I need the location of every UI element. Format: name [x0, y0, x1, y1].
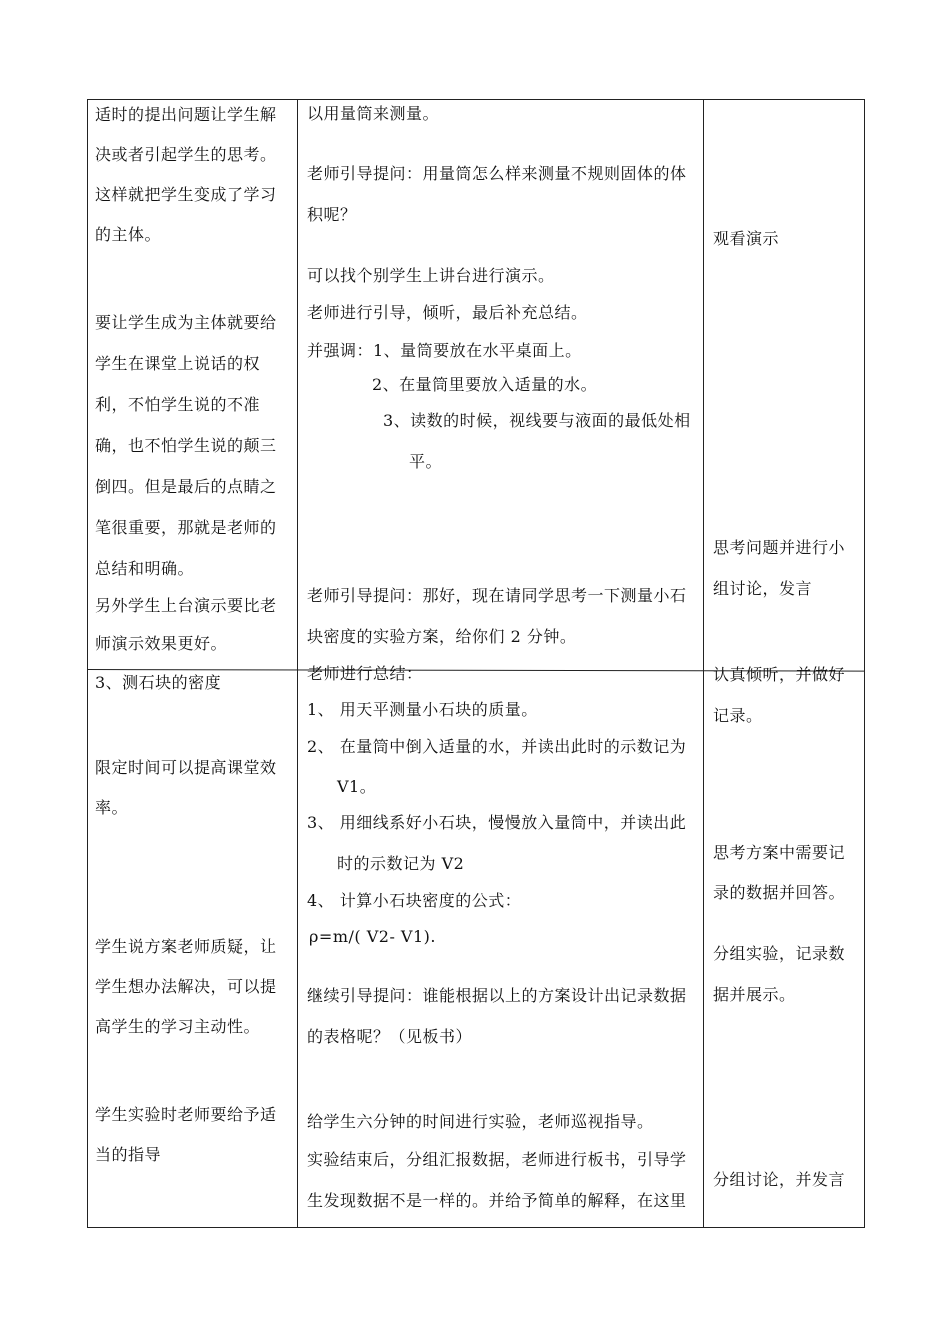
left-text-line: 这样就把学生变成了学习: [95, 185, 277, 204]
left-text-line: 总结和明确。: [95, 559, 195, 578]
column-divider-1: [297, 99, 298, 1228]
table-top-border: [87, 99, 865, 100]
middle-text-line: 块密度的实验方案，给你们 2 分钟。: [307, 627, 577, 646]
right-text-line: 思考方案中需要记: [713, 843, 846, 862]
left-text-line: 学生在课堂上说话的权: [95, 354, 261, 373]
middle-text-line: 可以找个别学生上讲台进行演示。: [307, 266, 555, 285]
left-text-line: 适时的提出问题让学生解: [95, 105, 277, 124]
right-text-line: 分组实验，记录数: [713, 944, 846, 963]
left-text-line: 的主体。: [95, 225, 162, 244]
middle-text-line: 2、 在量筒中倒入适量的水，并读出此时的示数记为: [307, 737, 687, 756]
column-divider-2: [703, 99, 704, 1228]
right-text-line: 记录。: [713, 706, 763, 725]
middle-text-line: 实验结束后，分组汇报数据，老师进行板书，引导学: [307, 1150, 687, 1169]
right-text-line: 思考问题并进行小: [713, 538, 846, 557]
middle-text-line: 以用量筒来测量。: [307, 104, 440, 123]
left-text-line: 学生实验时老师要给予适: [95, 1105, 277, 1124]
table-right-border: [864, 99, 865, 1228]
table-bottom-border: [87, 1227, 865, 1228]
middle-text-line: 积呢？: [307, 205, 357, 224]
middle-text-line: 老师进行总结：: [307, 664, 423, 683]
middle-text-line: 老师引导提问：用量筒怎么样来测量不规则固体的体: [307, 164, 687, 183]
right-text-line: 据并展示。: [713, 985, 796, 1004]
middle-text-line: 生发现数据不是一样的。并给予简单的解释，在这里: [307, 1191, 687, 1210]
left-text-line: 学生说方案老师质疑，让: [95, 937, 277, 956]
density-formula: ρ=m/( V2- V1).: [309, 927, 436, 946]
middle-text-line: 3、 用细线系好小石块，慢慢放入量筒中，并读出此: [307, 813, 687, 832]
left-text-line: 率。: [95, 798, 129, 817]
middle-text-line: 4、 计算小石块密度的公式：: [307, 891, 522, 910]
right-text-line: 认真倾听，并做好: [713, 665, 846, 684]
middle-text-line: 平。: [409, 452, 443, 471]
left-text-line: 师演示效果更好。: [95, 634, 228, 653]
left-text-line: 笔很重要，那就是老师的: [95, 518, 277, 537]
left-text-line: 要让学生成为主体就要给: [95, 313, 277, 332]
left-text-line: 学生想办法解决，可以提: [95, 977, 277, 996]
right-text-line: 观看演示: [713, 229, 780, 248]
left-text-line: 决或者引起学生的思考。: [95, 145, 277, 164]
left-text-line: 限定时间可以提高课堂效: [95, 758, 277, 777]
left-text-line: 倒四。但是最后的点睛之: [95, 477, 277, 496]
middle-text-line: 并强调：1、量筒要放在水平桌面上。: [307, 341, 582, 360]
middle-text-line: 继续引导提问：谁能根据以上的方案设计出记录数据: [307, 986, 687, 1005]
middle-text-line: 时的示数记为 V2: [337, 854, 465, 873]
table-left-border: [87, 99, 88, 1228]
left-text-line: 另外学生上台演示要比老: [95, 596, 277, 615]
middle-text-line: 老师进行引导，倾听，最后补充总结。: [307, 303, 588, 322]
left-text-line: 当的指导: [95, 1145, 162, 1164]
middle-text-line: 的表格呢？（见板书）: [307, 1027, 473, 1046]
right-text-line: 分组讨论，并发言: [713, 1170, 846, 1189]
middle-text-line: 给学生六分钟的时间进行实验，老师巡视指导。: [307, 1112, 654, 1131]
right-text-line: 录的数据并回答。: [713, 883, 846, 902]
left-text-line: 利，不怕学生说的不准: [95, 395, 261, 414]
left-text-line: 确，也不怕学生说的颠三: [95, 436, 277, 455]
middle-text-line: 3、读数的时候，视线要与液面的最低处相: [383, 411, 691, 430]
middle-text-line: V1。: [337, 777, 377, 796]
middle-text-line: 1、 用天平测量小石块的质量。: [307, 700, 538, 719]
middle-text-line: 2、在量筒里要放入适量的水。: [372, 375, 598, 394]
middle-text-line: 老师引导提问：那好，现在请同学思考一下测量小石: [307, 586, 687, 605]
right-text-line: 组讨论，发言: [713, 579, 813, 598]
section-heading: 3、测石块的密度: [95, 673, 222, 692]
left-text-line: 高学生的学习主动性。: [95, 1017, 261, 1036]
